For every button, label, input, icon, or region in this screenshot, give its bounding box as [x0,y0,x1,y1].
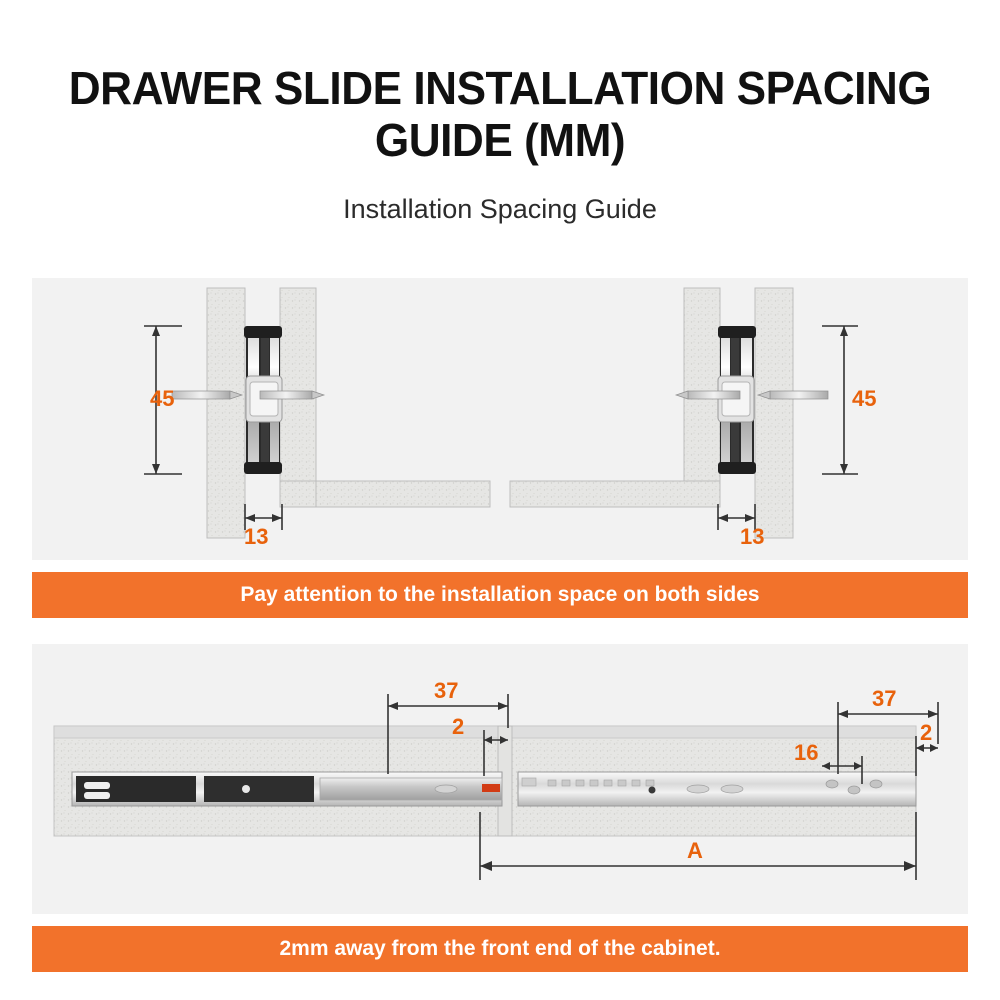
left-cabinet-side-board [207,288,245,538]
page-title: DRAWER SLIDE INSTALLATION SPACING GUIDE (MM) [68,62,932,166]
dim-left-horizontal-13: 13 [244,524,269,549]
top-banner [32,572,968,618]
page-subtitle: Installation Spacing Guide [343,194,657,224]
top-diagram-svg [32,278,968,560]
dim-right-horizontal-13: 13 [740,524,765,549]
bottom-diagram-panel [32,644,968,914]
dim-right-16: 16 [794,740,819,765]
dim-right-37: 37 [872,686,897,711]
top-banner-text: Pay attention to the installation space on both sides [240,583,760,606]
right-drawer-slide [718,326,756,474]
drawer-slide-rail-left [72,772,502,806]
bottom-banner-text: 2mm away from the front end of the cabinet. [279,937,721,960]
dim-right-2: 2 [920,720,933,745]
dim-left-37: 37 [434,678,459,703]
dim-right-vertical-45: 45 [852,386,877,411]
right-cabinet-side-board [755,288,793,538]
left-drawer-slide [244,326,282,474]
drawer-slide-rail-right [518,772,916,806]
top-diagram-panel [32,278,968,560]
bottom-diagram-svg [32,644,968,914]
bottom-banner [32,926,968,972]
dim-left-2: 2 [452,714,465,739]
dim-length-a: A [687,838,703,863]
dim-left-vertical-45: 45 [150,386,175,411]
